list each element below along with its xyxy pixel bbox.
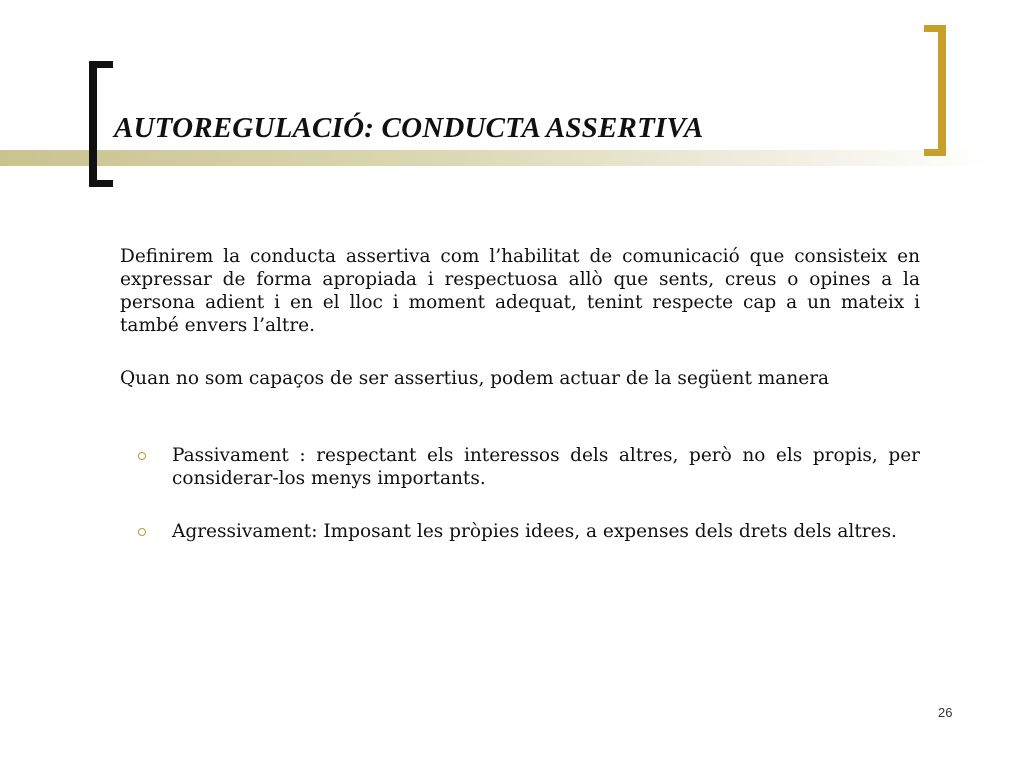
right-bracket-decoration <box>924 25 946 156</box>
bullet-text-passive: Passivament : respectant els interessos dels altres, però no els propis, per considerar-los menys importants. <box>172 445 920 489</box>
bullet-text-aggressive: Agressivament: Imposant les pròpies idees, a expenses dels drets dels altres. <box>172 521 897 542</box>
slide-title: AUTOREGULACIÓ: CONDUCTA ASSERTIVA <box>114 112 704 144</box>
circle-bullet-icon <box>138 528 146 536</box>
left-bracket-decoration <box>89 61 113 187</box>
page-number: 26 <box>938 705 953 720</box>
circle-bullet-icon <box>138 452 146 460</box>
paragraph-definition: Definirem la conducta assertiva com l’habilitat de comunicació que consisteix en expressar de forma apropiada i respectuosa allò que sents, creus o opines a la persona adient i en el lloc i moment adequat, tenint respecte cap a un mateix i també envers l’altre. <box>120 246 920 336</box>
title-band <box>0 150 990 166</box>
paragraph-intro: Quan no som capaços de ser assertius, podem actuar de la següent manera <box>120 368 830 389</box>
